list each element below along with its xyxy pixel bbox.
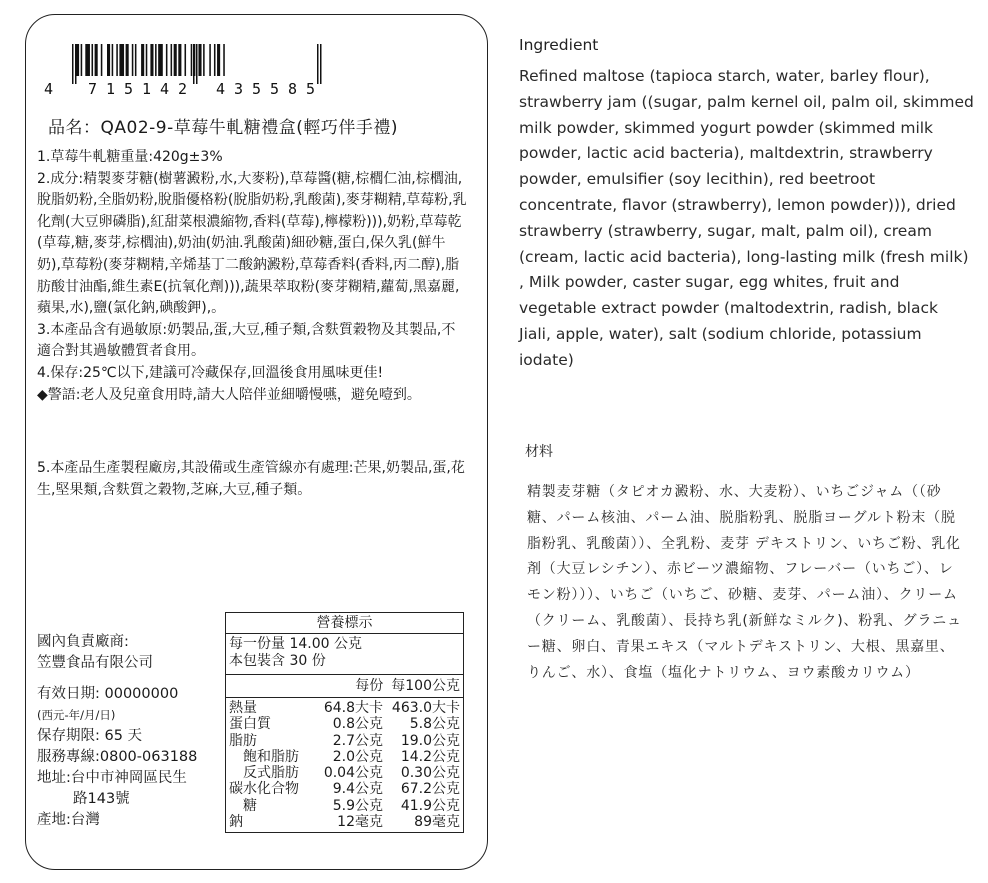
barcode-bar [171,44,173,76]
nutrition-table [225,612,464,833]
ingredient-items [37,147,469,406]
barcode-bar [209,44,211,76]
nutrition-row [226,700,463,716]
per-serving-value: 64.8大卡 [323,700,383,716]
per-serving-value: 12毫克 [337,814,383,831]
nutrition-row [226,781,463,797]
barcode-digit: 5 [306,80,316,98]
barcode-bar [101,44,103,76]
barcode-bar [119,44,124,76]
nutrition-row [226,733,463,749]
item-ingredients: 2.成分:精製麥芽糖(樹薯澱粉,水,大麥粉),草莓醬(糖,棕櫚仁油,棕櫚油,脫脂奶粉,全脂奶粉,脫脂優格粉(脫脂奶粉,乳酸菌),麥芽糊精,草莓粉,乳化劑(大豆卵磷脂),紅甜菜根濃縮物,香料(草莓),檸檬粉))),奶粉,草莓乾(草莓,糖,麥芽,棕櫚油),奶油(奶油.乳酸菌)細砂糖,蛋白,保久乳(鮮牛奶),草莓粉(麥芽糊精,辛烯基丁二酸鈉澱粉,草莓香料(香料,丙二醇),脂肪酸甘油酯,維生素E(抗氧化劑))),蔬果萃取粉(麥芽糊精,蘿蔔,黑嘉麗,蘋果,水),鹽(氯化鈉,碘酸鉀),。 [37,170,467,317]
manufacturer-label: 國內負責廠商: [37,634,129,650]
serving-size: 每一份量 14.00 公克 [229,636,362,652]
item-storage: 4.保存:25℃以下,建議可冷藏保存,回溫後食用風味更佳! [37,364,384,381]
serving-info [226,634,463,675]
barcode-digit: 5 [124,80,134,98]
per-100g-value: 41.9公克 [400,797,460,814]
barcode-digit: 2 [178,80,188,98]
per-serving-value: 0.8公克 [332,716,383,733]
barcode-bar [146,44,148,76]
barcode-digit: 4 [160,80,170,98]
nutrition-row [226,716,463,732]
servings-per-pack: 本包裝含 30 份 [229,653,326,669]
barcode-digit: 1 [106,80,116,98]
barcode-bar [166,44,168,76]
nutrition-row [226,814,463,830]
nutrient-name: 碳水化合物 [229,781,299,798]
per-100g-value: 0.30公克 [400,765,460,782]
barcode-bar [95,44,98,76]
expiry-format: (西元-年/月/日) [37,708,116,722]
barcode-guard-bar [320,44,322,84]
barcode-bar [141,44,144,76]
service-hotline: 服務專線:0800-063188 [37,749,198,765]
english-ingredient-text: Refined maltose (tapioca starch, water, barley flour), strawberry jam ((sugar, palm kernel oil, palm oil, skimmed milk powder, skimmed yogurt powder (skimmed milk powder, lactic acid bacteria), maltdextrin, strawberry powder, emulsifier (soy lecithin), red beetroot concentrate, flavor (strawberry), lemon powder))), dried strawberry (strawberry, sugar, malt, palm oil), cream (cream, lactic acid bacteria), long-lasting milk (fresh milk) , Milk powder, caster sugar, egg whites, fruit and vegetable extract powder (maltodextrin, radish, black Jiali, apple, water), salt (sodium chloride, potassium iodate) [519,67,974,369]
shelf-life: 保存期限: 65 天 [37,728,143,744]
barcode-bar [85,44,90,76]
expiry-date: 有效日期: 00000000 [37,686,179,702]
per-100g-value: 463.0大卡 [391,700,460,716]
nutrient-name: 蛋白質 [229,716,271,733]
barcode-digit: 5 [270,80,280,98]
nutrient-name: 反式脂肪 [229,765,299,782]
nutrient-name: 飽和脂肪 [229,748,299,765]
item-facility-note: 5.本產品生產製程廠房,其設備或生產管線亦有處理:芒果,奶製品,蛋,花生,堅果類,含麩質之穀物,芝麻,大豆,種子類。 [37,460,465,498]
origin: 產地:台灣 [37,812,100,828]
nutrition-title: 營養標示 [226,613,463,634]
product-name: 品名：QA02-9-草莓牛軋糖禮盒(輕巧伴手禮) [48,118,398,138]
address-line-1: 地址:台中市神岡區民生 [37,770,187,786]
per-100g-value: 14.2公克 [400,748,460,765]
col-per-serving: 每份 [355,678,384,694]
barcode-guard-bar [72,44,74,84]
nutrition-row [226,765,463,781]
barcode-bar [214,44,216,76]
nutrition-row [226,749,463,765]
barcode-bar [132,44,134,76]
barcode-bar [203,44,205,76]
barcode-bar [92,44,94,76]
barcode-bar [178,44,181,76]
barcode-digit: 8 [288,80,298,98]
nutrient-name: 熱量 [229,700,257,716]
item-allergens: 3.本產品含有過敏原:奶製品,蛋,大豆,種子類,含麩質穀物及其製品,不適合對其過敏體質者食用。 [37,321,456,360]
per-serving-value: 0.04公克 [323,765,383,782]
manufacturer-name: 笠豐食品有限公司 [37,655,153,671]
barcode-bar [217,44,220,76]
company-info [37,632,227,831]
per-serving-value: 5.9公克 [332,797,383,814]
barcode-digit: 3 [234,80,244,98]
barcode-bar [107,44,110,76]
per-100g-value: 67.2公克 [400,781,460,798]
english-ingredient-title: Ingredient [519,36,599,54]
nutrition-row [226,798,463,814]
nutrient-name: 糖 [229,797,257,814]
japanese-ingredient-text: 精製麦芽糖（タピオカ澱粉、水、大麦粉）、いちごジャム（（砂糖、パーム核油、パーム油、脱脂粉乳、脱脂ヨーグルト粉末（脱脂粉乳、乳酸菌））、全乳粉、麦芽 デキストリン、いちご粉、乳化剤（大豆レシチン）、赤ビーツ濃縮物、フレーバー（いちご）、レモン粉）））、いちご（いちご、砂糖、麦芽、パーム油）、クリーム（クリーム、乳酸菌）、長持ち乳(新鮮なミルク)、粉乳、グラニュー糖、卵白、青果エキス（マルトデキストリン、大根、黒嘉里、りんご、水）、食塩（塩化ナトリウム、ヨウ素酸カリウム） [527,484,962,681]
barcode-bar [155,44,157,76]
barcode-guard-bar [75,44,77,84]
item-warning: ◆警語:老人及兒童食用時,請大人陪伴並細嚼慢嚥，避免噎到。 [37,386,421,403]
col-per-100g: 每100公克 [391,678,460,694]
barcode-bar [116,44,118,76]
barcode-bar [174,44,177,76]
nutrition-column-headers [226,675,463,698]
barcode [42,42,362,102]
nutrient-name: 脂肪 [229,732,257,749]
barcode-bar [185,44,187,76]
barcode-digit: 5 [252,80,262,98]
japanese-ingredient-title: 材料 [525,444,553,460]
per-serving-value: 9.4公克 [332,781,383,798]
per-100g-value: 5.8公克 [409,716,460,733]
barcode-digit: 4 [216,80,226,98]
barcode-bar [158,44,163,76]
barcode-bar [135,44,137,76]
per-serving-value: 2.7公克 [332,732,383,749]
barcode-digit: 4 [44,80,54,98]
per-100g-value: 89毫克 [414,814,460,831]
barcode-guard-bar [193,44,195,84]
barcode-bar [81,44,83,76]
address-line-2: 路143號 [73,791,130,807]
nutrition-rows [226,698,463,832]
barcode-guard-bar [317,44,319,84]
barcode-digit: 1 [142,80,152,98]
per-100g-value: 19.0公克 [400,732,460,749]
barcode-bar [126,44,129,76]
barcode-bar [198,44,201,76]
barcode-bar [191,44,193,76]
barcode-digit: 7 [88,80,98,98]
item-weight: 1.草莓牛軋糖重量:420g±3% [37,149,223,165]
barcode-bar [150,44,153,76]
barcode-bar [112,44,114,76]
barcode-guard-bar [196,44,198,84]
barcode-bar [223,44,225,76]
per-serving-value: 2.0公克 [332,748,383,765]
nutrient-name: 鈉 [229,814,243,831]
